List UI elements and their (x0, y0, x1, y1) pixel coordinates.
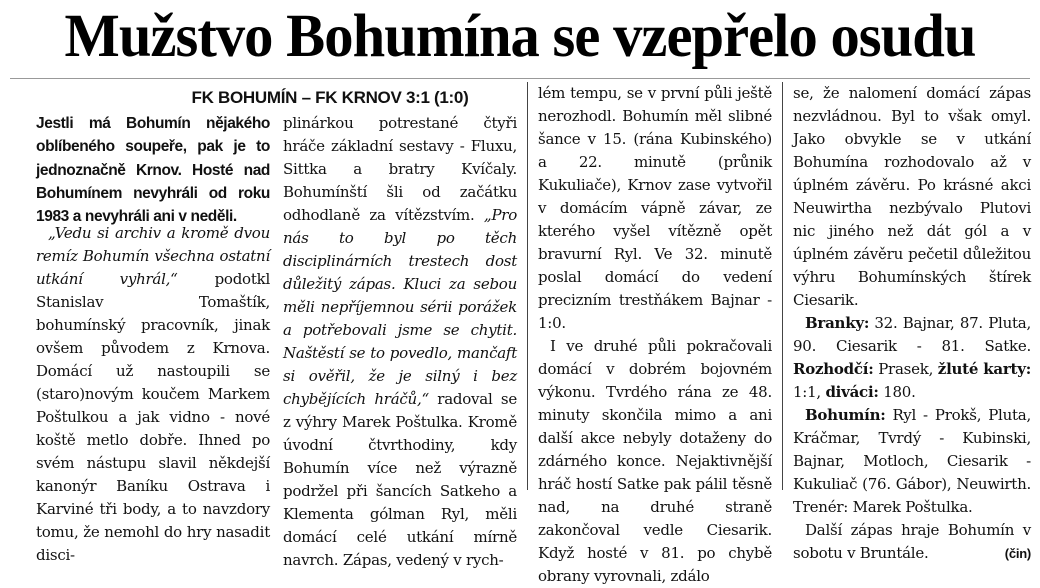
lead-paragraph: Jestli má Bohumín nějakého oblíbeného soupeře, pak je to jednoznačně Krnov. Hosté nad Bohumínem nevyhráli od roku 1983 a nevyhráli ani v neděli. (36, 115, 270, 226)
body-text: radoval se z výhry Marek Poštulka. Kromě úvodní čtvrthodiny, kdy Bohumín více než výrazně podržel při šancích Satkeho a Klementa gólman Ryl, měli domácí celé utkání mírně navrch. Zápas, vedený v rych- (283, 390, 517, 569)
column-3 (538, 82, 772, 585)
body-text: plinárkou potrestané čtyři hráče základní sestavy - Fluxu, Sittka a bratry Kvíčaly. Bohumínští šli od začátku odhodlaně za vítězstvím. (283, 114, 517, 224)
coach-quote: „Pro nás to byl po těch disciplinárních trestech dost důležitý zápas. Kluci za sebou měli nepříjemnou sérii porážek a potřebovali jsme se chytit. Naštěstí se to povedlo, mančaft si ověřil, že je silný i bez chybějících hráčů,“ (283, 206, 517, 408)
match-facts: Branky: 32. Bajnar, 87. Pluta, 90. Ciesarik - 81. Satke. Rozhodčí: Prasek, žluté karty: 1:1, diváci: 180. (793, 314, 1031, 401)
author-signature: (čin) (1004, 546, 1031, 561)
next-match: Další zápas hraje Bohumín v sobotu v Bruntále. (čin) (793, 519, 1031, 565)
column-4 (793, 82, 1031, 562)
coach-quote: „Vedu si archiv a kromě dvou remíz Bohumín všechna ostatní utkání vyhrál,“ (36, 224, 270, 288)
body-paragraph: lém tempu, se v první půli ještě nerozhodl. Bohumín měl slibné šance v 15. (rána Kubinského) a 22. minutě (průnik Kukuliače), Krnov zase vytvořil v domácím vápně závar, ze kterého vyšel vítězně opět bravurní Ryl. Ve 32. minutě poslal domácí do vedení precizním trestňákem Bajnar - 1:0. (538, 84, 772, 332)
body-paragraph: I ve druhé půli pokračovali domácí v dobrém bojovném výkonu. Tvrdého rána ze 48. minuty skončila mimo a ani další akce nebyly dotaženy do zdárného konce. Nejaktivnější hráč hostí Satke pak pálil těsně nad, na druhé straně zakončoval vedle Ciesarik. Když hosté v 81. po chybě obrany vyrovnali, zdálo (538, 337, 772, 585)
column-divider (782, 82, 783, 490)
lineup: Bohumín: Ryl - Prokš, Pluta, Kráčmar, Tvrdý - Kubinski, Bajnar, Motloch, Ciesarik - Kukuliač (76. Gábor), Neuwirth. Trenér: Marek Poštulka. (793, 406, 1031, 516)
body-paragraph: se, že nalomení domácí zápas nezvládnou. Byl to však omyl. Jako obvykle se v utkání Bohumína rozhodovalo až v úplném závěru. Po krásné akci Neuwirtha nezbývalo Plutovi nic jiného než dát gól a v úplném závěru pečetil důležitou výhru Bohumínských štírek Ciesarik. (793, 84, 1031, 309)
headline-rule (10, 78, 1030, 79)
column-2 (283, 82, 517, 569)
column-1-body (36, 222, 270, 567)
column-divider (527, 82, 528, 490)
body-text: podotkl Stanislav Tomaštík, bohumínský pracovník, jinak ovšem původem z Krnova. Domácí už nastoupili se (staro)novým koučem Markem Poštulkou a jak vidno - nové koště metlo dobře. Ihned po svém nástupu slavil někdejší kanonýr Baníku Ostrava i Karviné tři body, a to navzdory tomu, že nemohl do hry nasadit disci- (36, 270, 271, 564)
article-headline: Mužstvo Bohumína se vzepřelo osudu (64, 3, 976, 70)
match-score-heading: FK BOHUMÍN – FK KRNOV 3:1 (1:0) (191, 88, 469, 107)
